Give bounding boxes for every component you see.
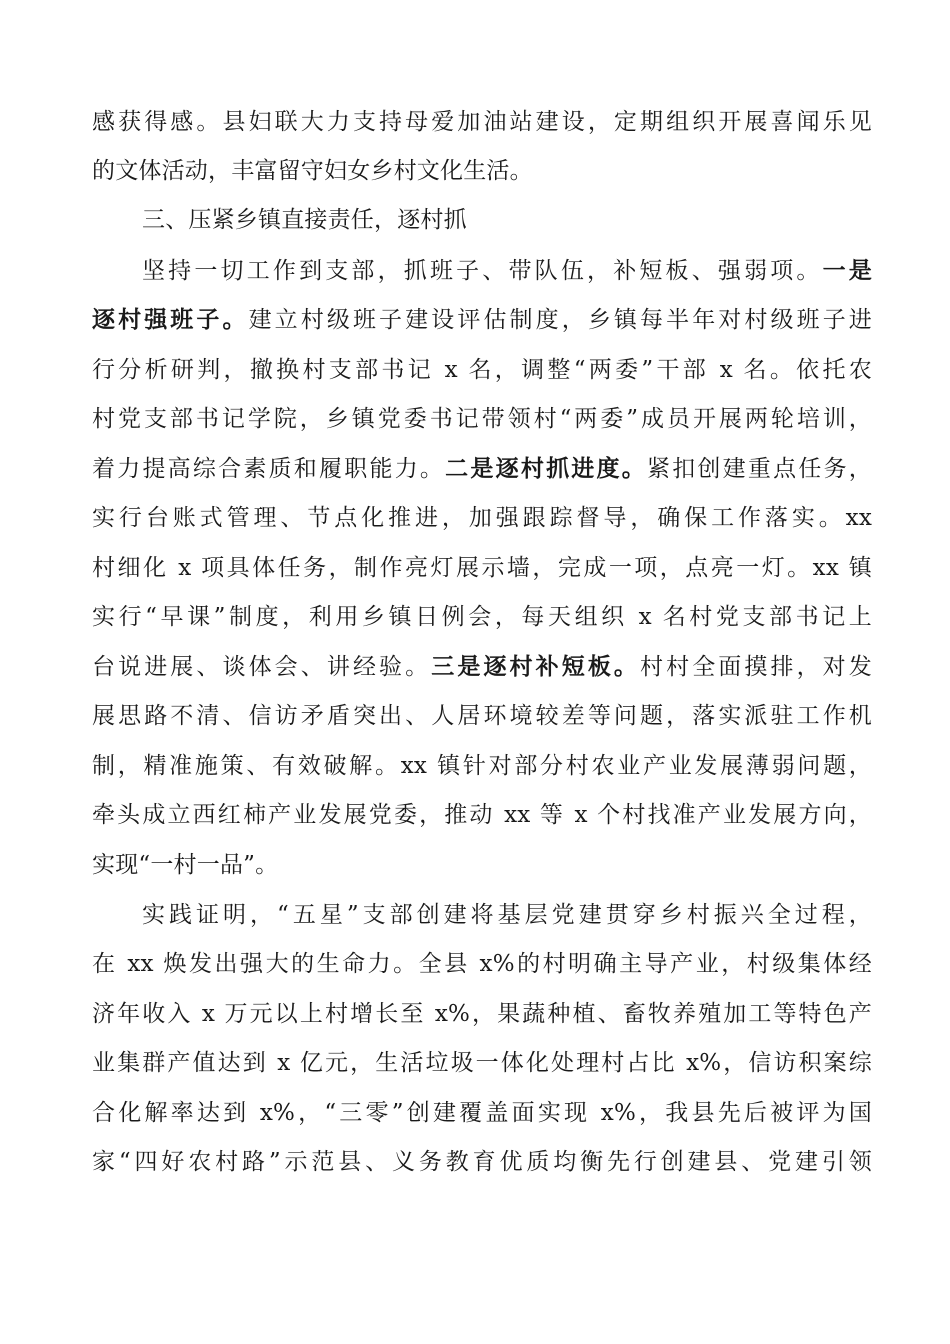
paragraph-line: 制，精准施策、有效破解。xx 镇针对部分村农业产业发展薄弱问题， xyxy=(92,753,872,779)
paragraph-line: 展思路不清、信访矛盾突出、人居环境较差等问题，落实派驻工作机 xyxy=(92,703,872,729)
paragraph-line: 实现“一村一品”。 xyxy=(92,852,279,878)
bold-lead: 二是逐村抓进度。 xyxy=(445,456,647,482)
section-heading: 三、压紧乡镇直接责任，逐村抓 xyxy=(142,207,467,233)
paragraph-line: 实行台账式管理、节点化推进，加强跟踪督导，确保工作落实。xx xyxy=(92,505,872,531)
paragraph-line: 合化解率达到 x%，“三零”创建覆盖面实现 x%，我县先后被评为国 xyxy=(92,1100,872,1126)
paragraph-line xyxy=(92,300,872,340)
paragraph-line: 实行“早课”制度，利用乡镇日例会，每天组织 x 名村党支部书记上 xyxy=(92,604,872,630)
paragraph-line: 济年收入 x 万元以上村增长至 x%，果蔬种植、畜牧养殖加工等特色产 xyxy=(92,1001,872,1027)
line-text: 台说进展、谈体会、讲经验。 xyxy=(92,654,432,680)
paragraph-line: 的文体活动，丰富留守妇女乡村文化生活。 xyxy=(92,158,533,184)
paragraph-line: 业集群产值达到 x 亿元，生活垃圾一体化处理村占比 x%，信访积案综 xyxy=(92,1050,872,1076)
paragraph-line xyxy=(92,647,872,687)
paragraph-line: 村党支部书记学院，乡镇党委书记带领村“两委”成员开展两轮培训， xyxy=(92,406,872,432)
paragraph-line: 行分析研判，撤换村支部书记 x 名，调整“两委”干部 x 名。依托农 xyxy=(92,357,872,383)
paragraph-line xyxy=(142,251,872,291)
bold-lead: 逐村强班子。 xyxy=(92,307,249,333)
paragraph-line: 牵头成立西红柿产业发展党委，推动 xx 等 x 个村找准产业发展方向， xyxy=(92,802,872,828)
line-text: 坚持一切工作到支部，抓班子、带队伍，补短板、强弱项。 xyxy=(142,258,823,284)
line-text: 建立村级班子建设评估制度，乡镇每半年对村级班子进 xyxy=(248,307,872,333)
paragraph-line: 实践证明，“五星”支部创建将基层党建贯穿乡村振兴全过程， xyxy=(142,902,872,928)
paragraph-line: 感获得感。县妇联大力支持母爱加油站建设，定期组织开展喜闻乐见 xyxy=(92,109,872,135)
paragraph-line: 家“四好农村路”示范县、义务教育优质均衡先行创建县、党建引领 xyxy=(92,1149,872,1175)
line-text: 紧扣创建重点任务， xyxy=(646,456,872,482)
paragraph-line: 在 xx 焕发出强大的生命力。全县 x%的村明确主导产业，村级集体经 xyxy=(92,951,872,977)
bold-lead: 一是 xyxy=(822,258,873,284)
bold-lead: 三是逐村补短板。 xyxy=(431,654,641,680)
paragraph-line xyxy=(92,449,872,489)
paragraph-line: 村细化 x 项具体任务，制作亮灯展示墙，完成一项，点亮一灯。xx 镇 xyxy=(92,555,872,581)
line-text: 着力提高综合素质和履职能力。 xyxy=(92,456,446,482)
line-text: 村村全面摸排，对发 xyxy=(640,654,872,680)
